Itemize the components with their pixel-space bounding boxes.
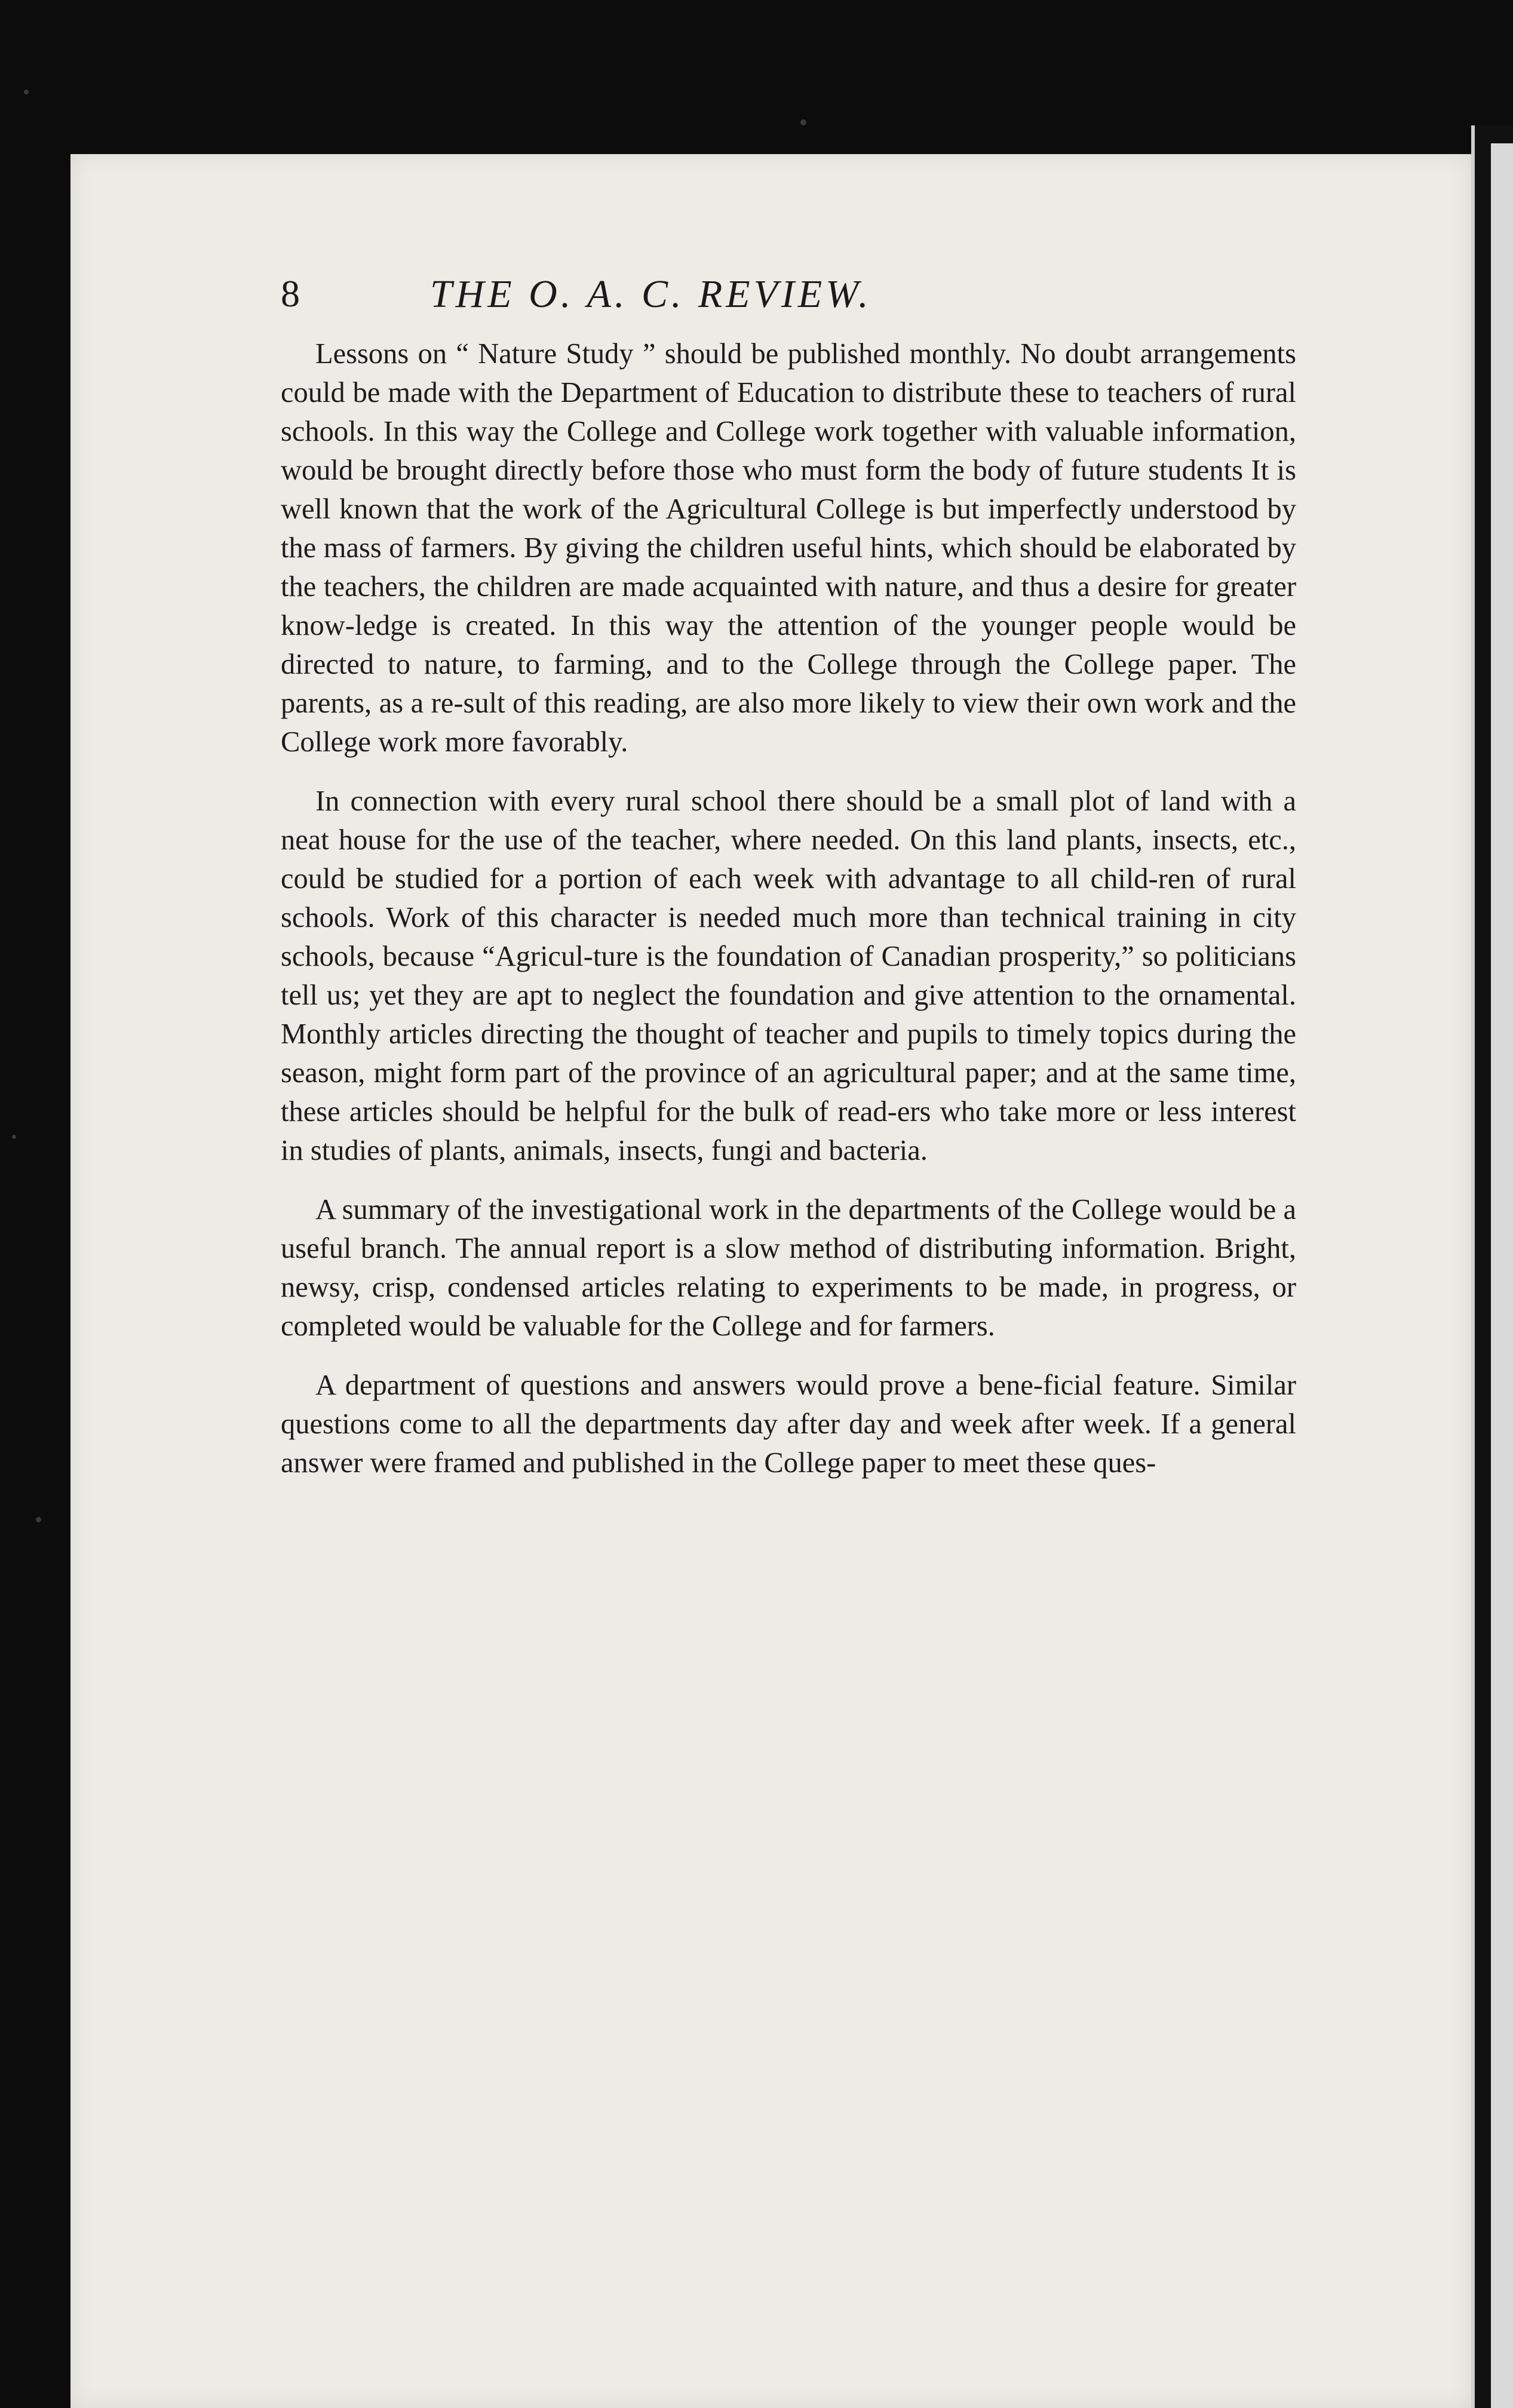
- paragraph-investigational-summary: A summary of the investigational work in the departments of the College would be a useful branch. The annual report is a slow method of distributing information. Bright, newsy, crisp, condensed articles relating to experiments to be made, in progress, or completed would be valuable for the College and for farmers.: [281, 1194, 1296, 1342]
- scan-speck: [36, 1517, 41, 1522]
- page-number: 8: [281, 272, 300, 315]
- paragraph-questions-answers: A department of questions and answers would prove a bene-ficial feature. Similar questions come to all the departments day after day and week after week. If a general answer were framed and published in the College paper to meet these ques-: [281, 1369, 1296, 1479]
- scan-speck: [800, 119, 806, 125]
- paragraph-nature-study: Lessons on “ Nature Study ” should be published monthly. No doubt arrangements could be made with the Department of Education to distribute these to teachers of rural schools. In this way the College and College work together with valuable information, would be brought directly before those who must form the body of future students It is well known that the work of the Agricultural College is but imperfectly understood by the mass of farmers. By giving the children useful hints, which should be elaborated by the teachers, the children are made acquainted with nature, and thus a desire for greater know-ledge is created. In this way the attention of the younger people would be directed to nature, to farming, and to the College through the College paper. The parents, as a re-sult of this reading, are also more likely to view their own work and the College work more favorably.: [281, 338, 1296, 758]
- paragraph-rural-school-plot: In connection with every rural school there should be a small plot of land with a neat house for the use of the teacher, where needed. On this land plants, insects, etc., could be studied for a portion of each week with advantage to all child-ren of rural schools. Work of this character is needed much more than technical training in city schools, because “Agricul-ture is the foundation of Canadian prosperity,” so politicians tell us; yet they are apt to neglect the foundation and give attention to the ornamental. Monthly articles directing the thought of teacher and pupils to timely topics during the season, might form part of the province of an agricultural paper; and at the same time, these articles should be helpful for the bulk of read-ers who take more or less interest in studies of plants, animals, insects, fungi and bacteria.: [281, 785, 1296, 1166]
- scan-speck: [12, 1135, 16, 1139]
- scan-speck: [24, 90, 29, 94]
- body-text: [281, 334, 1296, 1503]
- adjacent-page-strip: [1491, 143, 1513, 2408]
- running-head: THE O. A. C. REVIEW.: [430, 272, 872, 316]
